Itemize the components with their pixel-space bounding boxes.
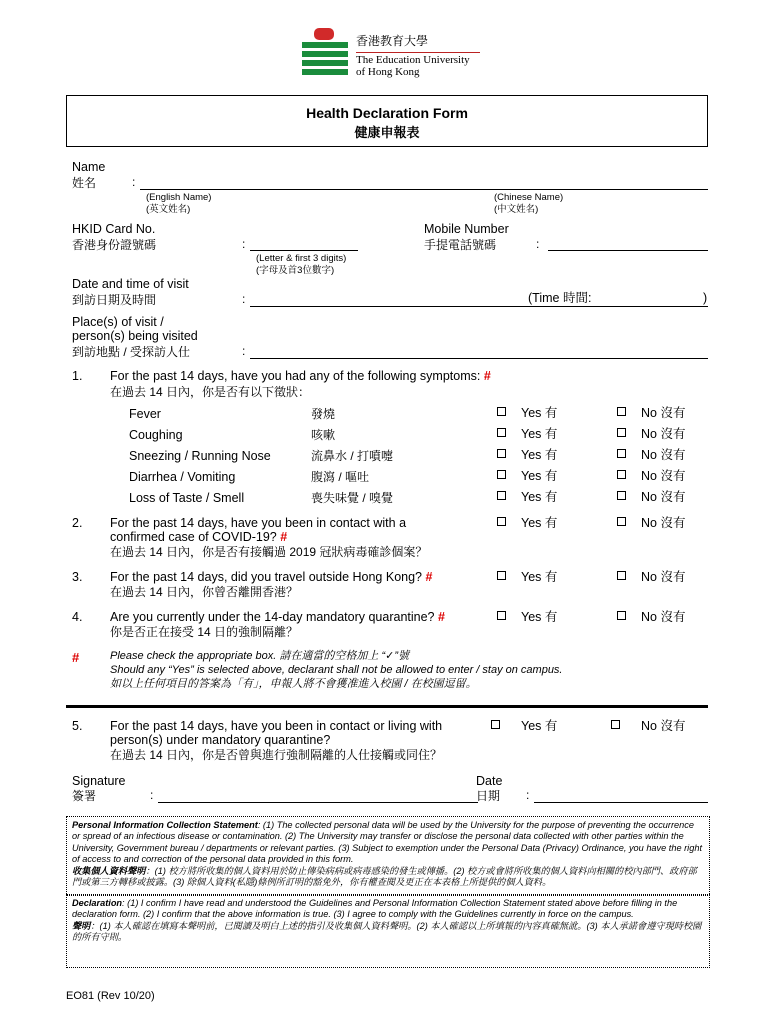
yes-label: Yes 有 <box>521 448 558 462</box>
logo-en2: of Hong Kong <box>356 66 420 78</box>
q3-text-zh: 在過去 14 日內，你曾否離開香港？ <box>110 585 299 599</box>
mobile-label-zh: 手提電話號碼 <box>424 238 497 252</box>
hkid-label-zh: 香港身份證號碼 <box>72 238 157 252</box>
date-label-zh: 日期 <box>476 789 501 803</box>
no-label: No 沒有 <box>641 469 686 483</box>
name-label-zh: 姓名 <box>72 176 97 190</box>
no-label: No 沒有 <box>641 516 686 530</box>
q3-text-wrap <box>110 570 432 585</box>
no-label: No 沒有 <box>641 427 686 441</box>
time-label: (Time 時間: <box>528 291 592 305</box>
no-label: No 沒有 <box>641 448 686 462</box>
no-label: No 沒有 <box>641 570 686 584</box>
logo-line <box>356 52 480 53</box>
hkid-label: HKID Card No. <box>72 222 156 236</box>
place-label-zh: 到訪地點 / 受探訪人仕 <box>72 345 191 359</box>
date-label: Date <box>476 774 503 788</box>
pics-text <box>72 820 704 888</box>
symptom-diarrhea: Diarrhea / Vomiting <box>129 470 236 484</box>
no-checkbox[interactable] <box>617 407 626 416</box>
visit-label: Date and time of visit <box>72 277 189 291</box>
yes-label: Yes 有 <box>521 610 558 624</box>
mobile-label: Mobile Number <box>424 222 509 236</box>
q3-hash: # <box>425 570 433 584</box>
symptom-coughing-zh: 咳嗽 <box>311 428 336 442</box>
name-label: Name <box>72 160 106 174</box>
chinese-name-hint-zh: (中文姓名) <box>494 204 539 215</box>
q4-number: 4. <box>72 610 83 624</box>
note-line-3: 如以上任何項目的答案為「有」，申報人將不會獲准進入校園 / 在校園逗留。 <box>110 678 477 690</box>
no-label: No 沒有 <box>641 610 686 624</box>
place-label-2: person(s) being visited <box>72 329 198 343</box>
date-input[interactable] <box>534 802 708 803</box>
time-close: ) <box>703 291 708 305</box>
hkid-hint: (Letter & first 3 digits) <box>256 253 347 264</box>
yes-checkbox[interactable] <box>497 449 506 458</box>
no-checkbox[interactable] <box>617 571 626 580</box>
yes-checkbox[interactable] <box>497 407 506 416</box>
no-checkbox[interactable] <box>617 470 626 479</box>
signature-colon: : <box>150 788 154 802</box>
q4-hash: # <box>437 610 445 624</box>
place-input[interactable] <box>250 358 708 359</box>
place-label-1: Place(s) of visit / <box>72 315 164 329</box>
q4-text-zh: 你是否正在接受 14 日的強制隔離？ <box>110 625 299 639</box>
hkid-colon: : <box>242 237 246 251</box>
logo <box>302 26 482 78</box>
date-colon: : <box>526 788 530 802</box>
symptom-loss-taste-zh: 喪失味覺 / 嗅覺 <box>311 491 394 505</box>
yes-checkbox[interactable] <box>497 428 506 437</box>
q1-text <box>110 369 491 384</box>
note-hash: # <box>72 650 80 665</box>
pics-head: Personal Information Collection Statement <box>72 820 258 830</box>
q1-text-en: For the past 14 days, have you had any of the following symptoms: <box>110 369 481 383</box>
chinese-name-hint: (Chinese Name) <box>494 192 564 203</box>
q5-number: 5. <box>72 719 83 733</box>
name-input[interactable] <box>140 189 708 190</box>
form-title-en: Health Declaration Form <box>306 105 468 121</box>
no-checkbox[interactable] <box>617 491 626 500</box>
q1-number: 1. <box>72 369 83 383</box>
q2-text-1: For the past 14 days, have you been in contact with a <box>110 516 407 530</box>
signature-label-zh: 簽署 <box>72 789 97 803</box>
symptom-sneezing-zh: 流鼻水 / 打噴嚏 <box>311 449 394 463</box>
english-name-hint: (English Name) <box>146 192 212 203</box>
note-line-2: Should any “Yes” is selected above, declarant shall not be allowed to enter / stay on campus. <box>110 664 563 676</box>
pics-head-zh: 收集個人資料聲明 <box>72 865 146 876</box>
q1-text-zh: 在過去 14 日內，你是否有以下徵狀： <box>110 385 311 399</box>
hkid-hint-zh: (字母及首3位數字) <box>256 265 335 276</box>
form-code: EO81 (Rev 10/20) <box>66 990 155 1002</box>
place-colon: : <box>242 344 246 358</box>
logo-en1: The Education University <box>356 54 470 66</box>
yes-label: Yes 有 <box>521 516 558 530</box>
yes-checkbox[interactable] <box>497 470 506 479</box>
yes-checkbox[interactable] <box>497 571 506 580</box>
q5-text-zh: 在過去 14 日內，你是否曾與進行強制隔離的人仕接觸或同住？ <box>110 748 443 762</box>
q4-text-wrap <box>110 610 445 625</box>
no-checkbox[interactable] <box>617 428 626 437</box>
declaration-body: : (1) I confirm I have read and understood the Guidelines and Personal Information Collection Statement stated above before filling in the declaration form. (2) I confirm that the above information is true. (3) I agree to comply with the Guidelines currently in force on the campus. <box>72 898 678 920</box>
no-label: No 沒有 <box>641 490 686 504</box>
signature-input[interactable] <box>158 802 478 803</box>
q3-number: 3. <box>72 570 83 584</box>
no-label: No 沒有 <box>641 719 686 733</box>
q4-text: Are you currently under the 14-day mandatory quarantine? <box>110 610 435 624</box>
yes-checkbox[interactable] <box>491 720 500 729</box>
yes-checkbox[interactable] <box>497 491 506 500</box>
yes-checkbox[interactable] <box>497 517 506 526</box>
no-checkbox[interactable] <box>611 720 620 729</box>
mobile-colon: : <box>536 237 540 251</box>
yes-checkbox[interactable] <box>497 611 506 620</box>
note-line-1: Please check the appropriate box. 請在適當的空格加上 “✓”號 <box>110 650 409 662</box>
q2-hash: # <box>280 530 288 544</box>
q2-number: 2. <box>72 516 83 530</box>
q2-text-2-wrap <box>110 530 287 545</box>
q2-text-2: confirmed case of COVID-19? <box>110 530 277 544</box>
q1-hash: # <box>483 369 491 383</box>
no-checkbox[interactable] <box>617 517 626 526</box>
symptom-coughing: Coughing <box>129 428 183 442</box>
symptom-fever: Fever <box>129 407 161 421</box>
name-colon: : <box>132 175 136 189</box>
declaration-body-zh: ：(1) 本人確認在填寫本聲明前，已閱讀及明白上述的指引及收集個人資料聲明。(2) 本人確認以上所填報的內容真確無訛。(3) 本人承諾會遵守現時校園的所有守則。 <box>72 920 702 943</box>
q5-text-2: person(s) under mandatory quarantine? <box>110 733 331 747</box>
yes-label: Yes 有 <box>521 406 558 420</box>
symptom-loss-taste: Loss of Taste / Smell <box>129 491 245 505</box>
yes-label: Yes 有 <box>521 490 558 504</box>
declaration-text <box>72 898 704 944</box>
yes-label: Yes 有 <box>521 570 558 584</box>
hkid-input[interactable] <box>250 250 358 251</box>
yes-label: Yes 有 <box>521 719 558 733</box>
logo-zh: 香港教育大學 <box>356 34 429 48</box>
q2-text-zh: 在過去 14 日內，你是否有接觸過 2019 冠狀病毒確診個案？ <box>110 545 428 559</box>
yes-label: Yes 有 <box>521 427 558 441</box>
signature-label: Signature <box>72 774 126 788</box>
section-divider <box>66 705 708 708</box>
form-title-zh: 健康申報表 <box>354 126 420 141</box>
visit-colon: : <box>242 292 246 306</box>
q3-text: For the past 14 days, did you travel outside Hong Kong? <box>110 570 422 584</box>
q5-text-1: For the past 14 days, have you been in contact or living with <box>110 719 443 733</box>
university-logo-icon <box>302 26 352 78</box>
visit-date-input[interactable] <box>250 306 708 307</box>
mobile-input[interactable] <box>548 250 708 251</box>
pics-body: : (1) The collected personal data will be used by the University for the purpose of preventing the occurrence or spread of an infectious disease or contamination. (2) The University may transfer or disclose the personal data collected with other parties within the University, Government bureau / departments or relevant parties. (3) Subject to exemption under the Personal Data (Privacy) Ordinance, you have the right of access to and correction of the personal data provided in this form. <box>72 820 702 865</box>
no-checkbox[interactable] <box>617 611 626 620</box>
yes-label: Yes 有 <box>521 469 558 483</box>
visit-label-zh: 到訪日期及時間 <box>72 293 157 307</box>
declaration-head-zh: 聲明 <box>72 920 91 931</box>
english-name-hint-zh: (英文姓名) <box>146 204 191 215</box>
pics-body-zh: ：(1) 校方將所收集的個人資料用於防止傳染病病或病毒感染的發生或傳播。(2) 校方或會將所收集的個人資料向相關的校內部門、政府部門或第三方轉移或披露。(3) 除個人資料(私隱)條例所訂明的豁免外，你有權查閱及更正在本表格上所提供的個人資料。 <box>72 865 697 888</box>
symptom-diarrhea-zh: 腹瀉 / 嘔吐 <box>311 470 370 484</box>
no-label: No 沒有 <box>641 406 686 420</box>
symptom-fever-zh: 發燒 <box>311 407 336 421</box>
symptom-sneezing: Sneezing / Running Nose <box>129 449 271 463</box>
no-checkbox[interactable] <box>617 449 626 458</box>
declaration-head: Declaration <box>72 898 123 908</box>
